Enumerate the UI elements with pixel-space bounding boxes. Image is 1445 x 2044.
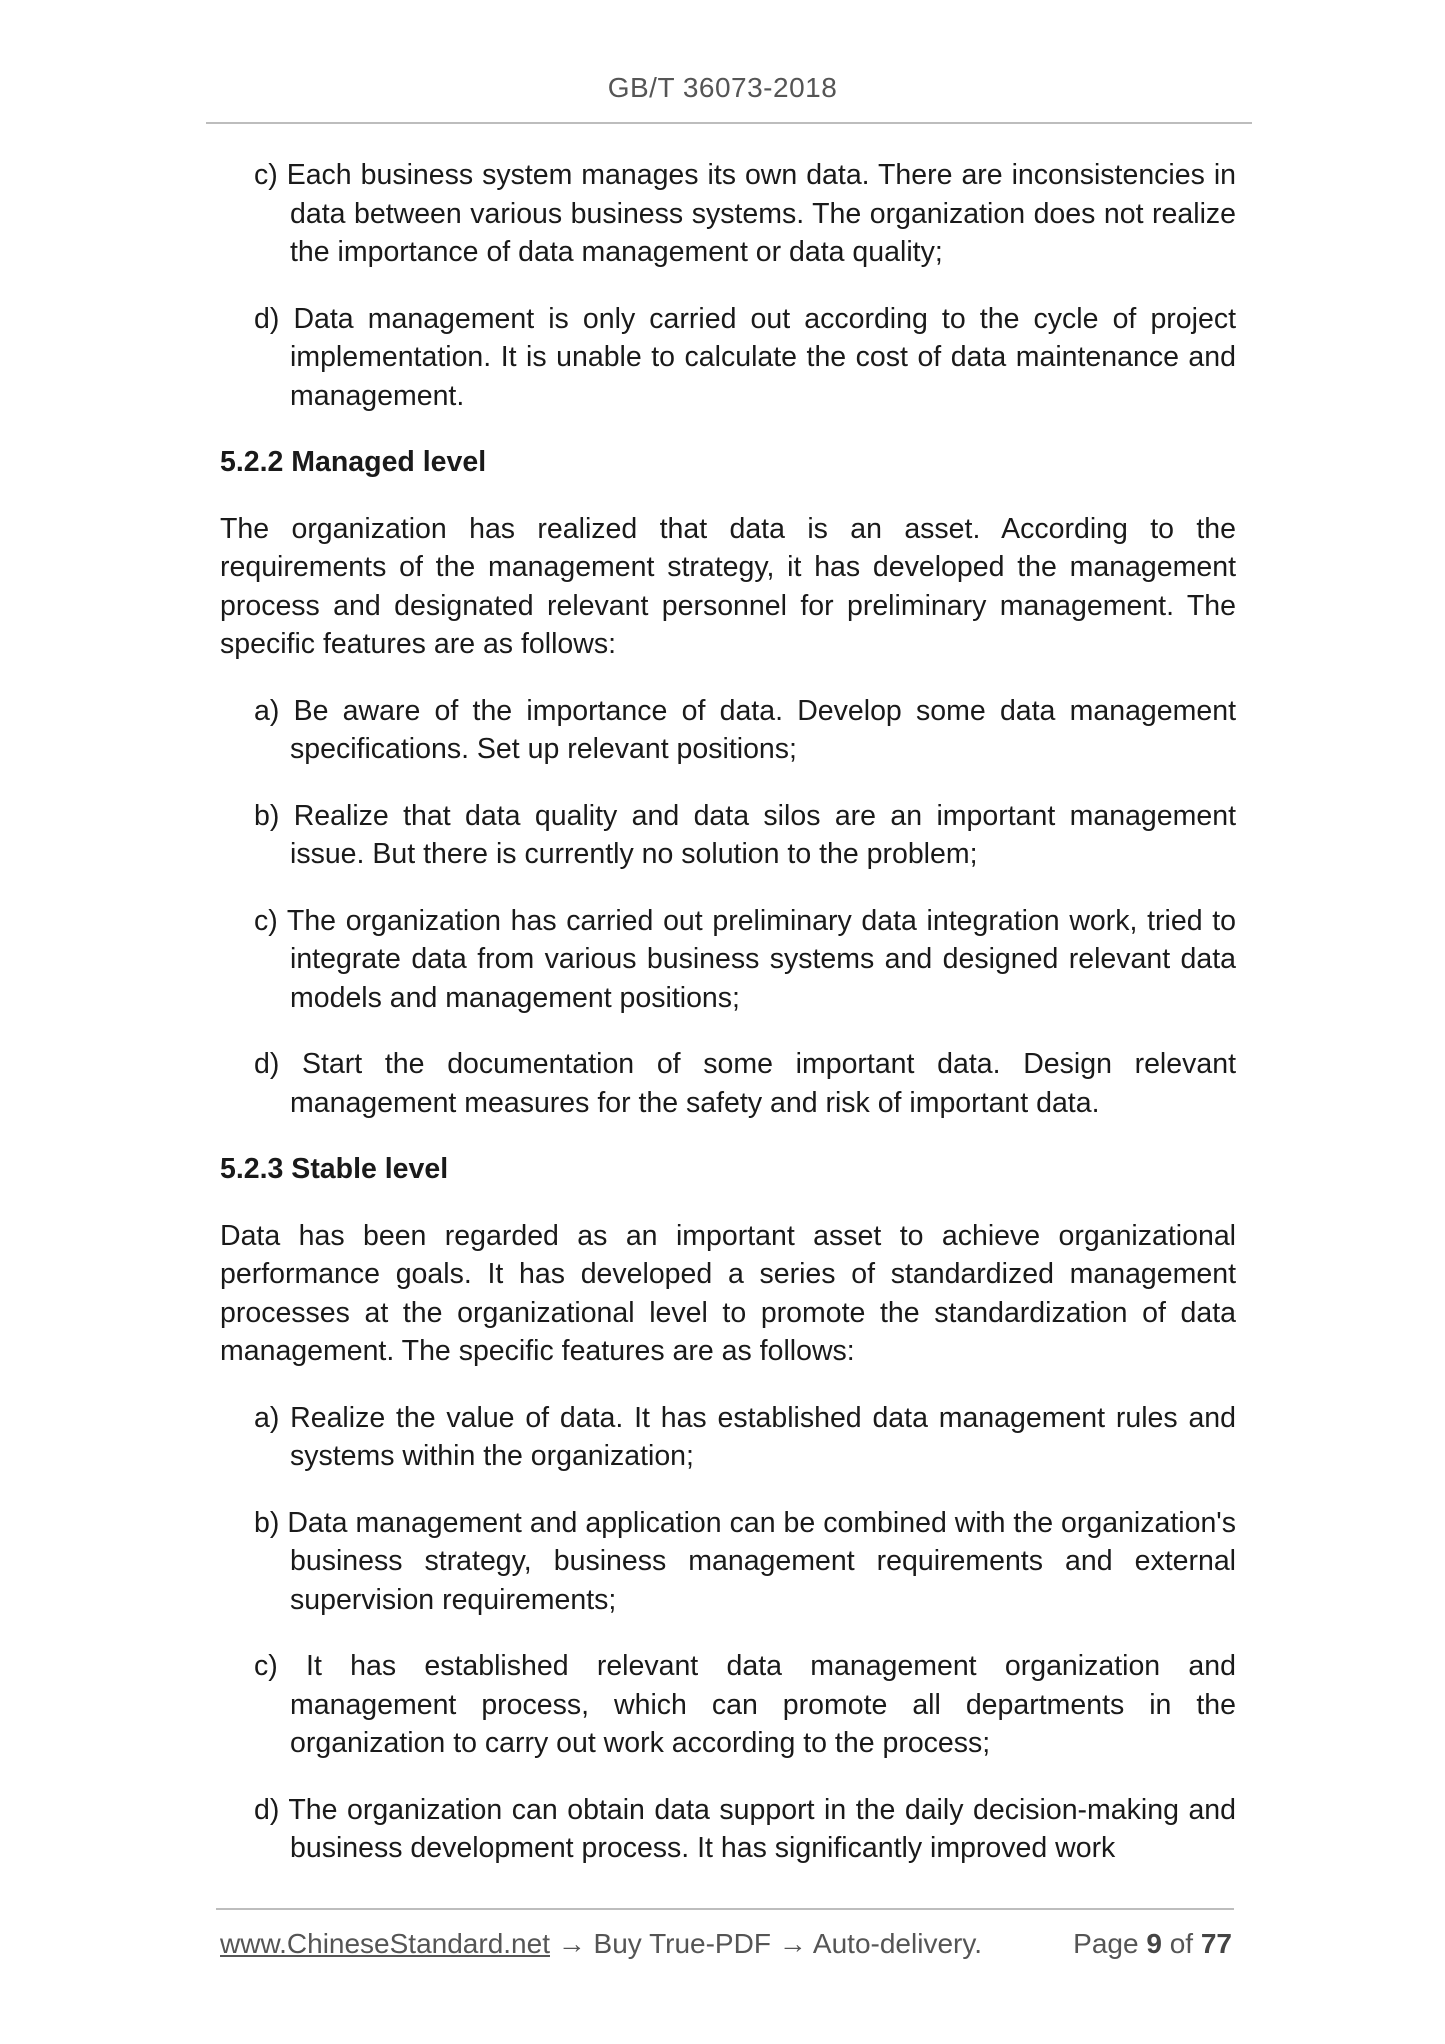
total-pages: 77 bbox=[1200, 1928, 1232, 1959]
section-intro-managed-level: The organization has realized that data is an asset. According to the requirements of the management strategy, it has developed the management process and designated relevant personnel for preliminary management. The specific features are as follows: bbox=[220, 512, 1236, 660]
list-item: d) Data management is only carried out according to the cycle of project implementation. It is unable to calculate the cost of data maintenance and management. bbox=[254, 302, 1236, 412]
list-item: c) Each business system manages its own data. There are inconsistencies in data between various business systems. The organization does not realize the importance of data management or data quality; bbox=[254, 159, 1236, 268]
section-heading-stable-level: 5.2.3 Stable level bbox=[220, 1153, 449, 1185]
page-indicator bbox=[1073, 1926, 1232, 1962]
section-heading-managed-level: 5.2.2 Managed level bbox=[220, 446, 487, 478]
website-link[interactable]: www.ChineseStandard.net bbox=[220, 1928, 550, 1959]
page-label: Page bbox=[1073, 1928, 1139, 1959]
list-item: d) The organization can obtain data support in the daily decision-making and business development process. It has significantly improved work bbox=[254, 1793, 1236, 1864]
current-page-number: 9 bbox=[1146, 1928, 1162, 1959]
document-body bbox=[220, 156, 1236, 1896]
footer-promo bbox=[220, 1926, 982, 1962]
list-item: c) It has established relevant data management organization and management process, which can promote all departments in the organization to carry out work according to the process; bbox=[254, 1650, 1236, 1759]
list-item: b) Data management and application can be combined with the organization's business strategy, business management requirements and external supervision requirements; bbox=[254, 1506, 1236, 1616]
list-item: c) The organization has carried out preliminary data integration work, tried to integrate data from various business systems and designed relevant data models and management positions; bbox=[254, 904, 1236, 1014]
list-item: b) Realize that data quality and data silos are an important management issue. But there is currently no solution to the problem; bbox=[254, 799, 1236, 870]
list-item: a) Be aware of the importance of data. Develop some data management specifications. Set up relevant positions; bbox=[254, 694, 1236, 765]
header-divider bbox=[206, 122, 1252, 124]
of-label: of bbox=[1169, 1928, 1194, 1959]
footer-divider bbox=[216, 1908, 1234, 1910]
list-item: a) Realize the value of data. It has established data management rules and systems within the organization; bbox=[254, 1401, 1236, 1472]
page-header-title: GB/T 36073-2018 bbox=[607, 72, 838, 103]
section-intro-stable-level: Data has been regarded as an important asset to achieve organizational performance goals. It has developed a series of standardized management processes at the organizational level to promote the standardization of data management. The specific features are as follows: bbox=[220, 1219, 1236, 1367]
list-item: d) Start the documentation of some important data. Design relevant management measures for the safety and risk of important data. bbox=[254, 1048, 1236, 1119]
footer-tagline: → Buy True-PDF → Auto-delivery. bbox=[549, 1928, 983, 1959]
